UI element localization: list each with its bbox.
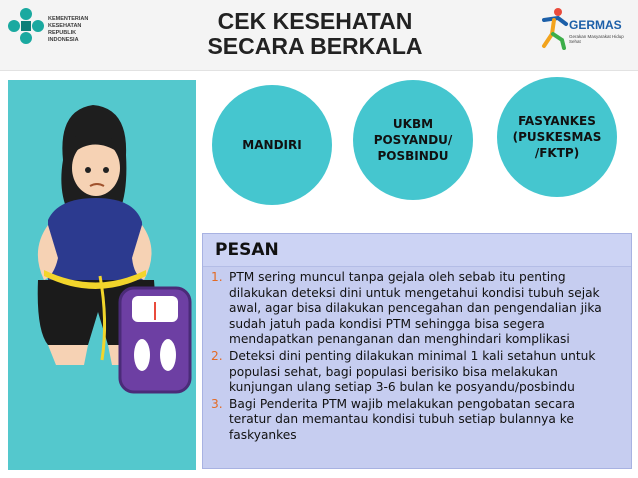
title-line-2: SECARA BERKALA [207, 33, 423, 59]
pesan-title: PESAN [215, 240, 279, 260]
germas-figure-icon [540, 6, 570, 50]
germas-tagline: Gerakan Masyarakat Hidup Sehat [569, 34, 624, 44]
kemenkes-logo [6, 6, 126, 50]
list-text: Deteksi dini penting dilakukan minimal 1 kali setahun untuk populasi sehat, bagi populasi berisiko bisa melakukan kunjungan ulang setiap 3-6 bulan ke posyandu/posbindu [229, 348, 596, 395]
title-line-1: CEK KESEHATAN [217, 8, 413, 34]
germas-name: GERMAS [569, 18, 622, 32]
pesan-panel [202, 233, 632, 469]
list-item [211, 270, 621, 348]
circle-ukbm [353, 80, 473, 200]
germas-logo [540, 6, 636, 56]
kemenkes-logo-text: KEMENTERIAN KESEHATAN REPUBLIK INDONESIA [48, 16, 89, 43]
kemenkes-emblem-icon [6, 6, 46, 50]
list-text: PTM sering muncul tanpa gejala oleh sebab itu penting dilakukan deteksi dini untuk mengetahui kondisi tubuh sejak awal, agar bisa dilakukan pencegahan dan pengendalian jika sudah jatuh pada kondisi PTM sehingga bisa segera mendapatkan penanganan dan menghindari komplikasi [229, 270, 602, 347]
woman-scale-drawing [8, 80, 196, 470]
circle-label-fasyankes: FASYANKES (PUSKESMAS /FKTP) [512, 114, 602, 160]
circle-fasyankes [497, 77, 617, 197]
list-number: 1. [211, 270, 223, 284]
circle-label-mandiri: MANDIRI [242, 138, 302, 152]
list-number: 2. [211, 348, 223, 363]
circle-mandiri [212, 85, 332, 205]
pesan-header [203, 234, 631, 267]
list-text: Bagi Penderita PTM wajib melakukan pengobatan secara teratur dan memantau kondisi tubuh setiap bulannya ke faskyankes [229, 396, 575, 442]
circle-label-ukbm: UKBM POSYANDU/ POSBINDU [373, 117, 453, 163]
header-bar [0, 0, 638, 71]
page-title [150, 9, 480, 59]
list-number: 3. [211, 396, 223, 411]
pesan-list [211, 270, 621, 445]
list-item [211, 349, 621, 396]
list-item [211, 397, 621, 444]
woman-on-scale-illustration [8, 80, 196, 470]
